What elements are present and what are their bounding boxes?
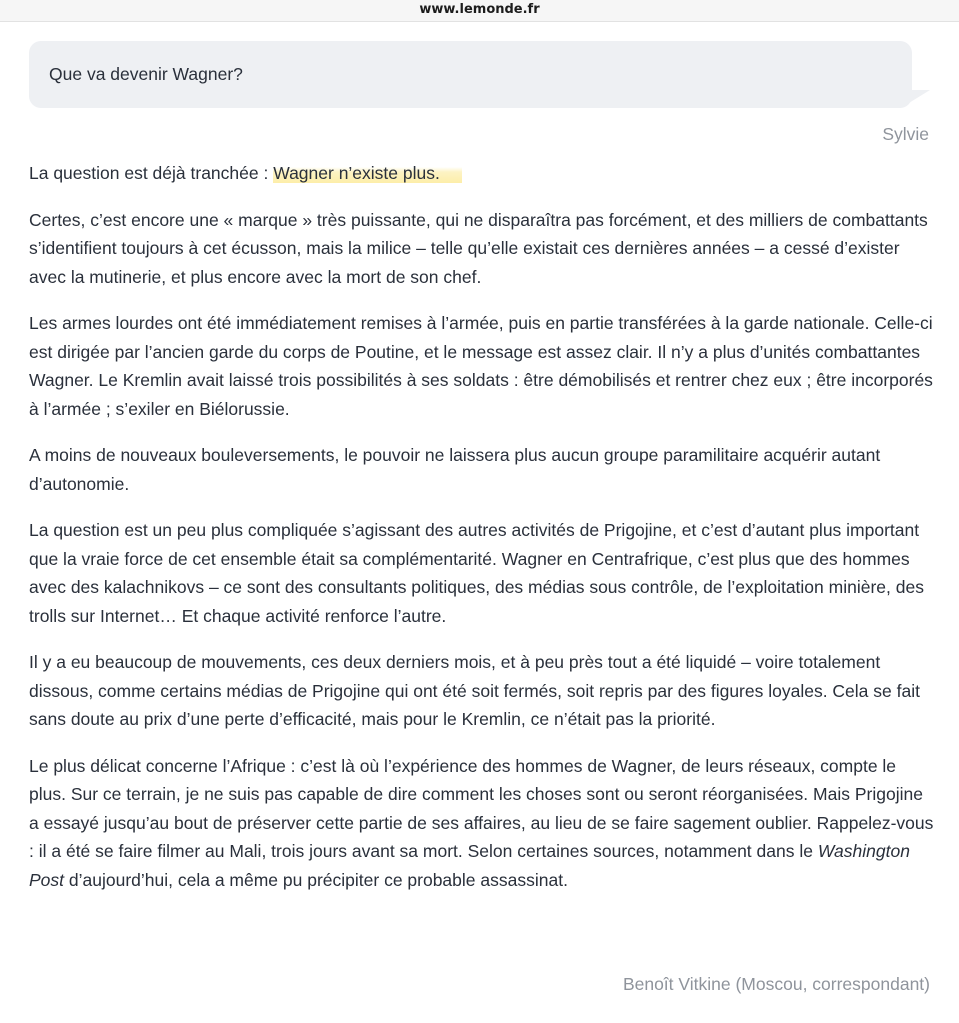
answer-paragraph-5: La question est un peu plus compliquée s’agissant des autres activités de Prigojine, et c’est d’autant plus important que la vraie force de cet ensemble était sa complémentarité. Wagner en Centrafrique, c’est plus que des hommes avec des kalachnikovs – ce sont des consultants politiques, des médias sous contrôle, de l’exploitation minière, des trolls sur Internet… Et chaque activité renforce l’autre. [29,520,924,626]
question-bubble-tail [904,90,930,106]
author-signature: Benoît Vitkine (Moscou, correspondant) [622,974,930,994]
answer-paragraph-6: Il y a eu beaucoup de mouvements, ces deux derniers mois, et à peu près tout a été liquidé – voire totalement dissous, comme certains médias de Prigojine qui ont été soit fermés, soit repris par des figures loyales. Cela se fait sans doute au prix d’une perte d’efficacité, mais pour le Kremlin, ce n’était pas la priorité. [29,652,920,729]
answer-body [29,159,934,912]
question-text: Que va devenir Wagner? [49,64,243,84]
browser-url-bar[interactable] [0,0,959,22]
answer-paragraph-1 [29,159,934,188]
answer-lead: La question est déjà tranchée : [29,163,274,183]
question-author: Sylvie [882,124,929,144]
url-text: www.lemonde.fr [419,2,540,17]
question-bubble [29,41,912,108]
answer-paragraph-2: Certes, c’est encore une « marque » très puissante, qui ne disparaîtra pas forcément, et des milliers de combattants s’identifient toujours à cet écusson, mais la milice – telle qu’elle existait ces dernières années – a cessé d’exister avec la mutinerie, et plus encore avec la mort de son chef. [29,209,928,287]
answer-p7-after: d’aujourd’hui, cela a même pu précipiter ce probable assassinat. [64,869,568,890]
newspaper-title: Washington Post [29,841,910,890]
highlighted-statement: Wagner n’existe plus. [273,163,462,183]
answer-paragraph-3: Les armes lourdes ont été immédiatement remises à l’armée, puis en partie transférées à la garde nationale. Celle-ci est dirigée par l’ancien garde du corps de Poutine, et le message est assez clair. Il n’y a plus d’unités combattantes Wagner. Le Kremlin avait laissé trois possibilités à ses soldats : être démobilisés et rentrer chez eux ; être incorporés à l’armée ; s’exiler en Biélorussie. [29,313,933,419]
answer-p7-before: Le plus délicat concerne l’Afrique : c’est là où l’expérience des hommes de Wagner, de leurs réseaux, compte le plus. Sur ce terrain, je ne suis pas capable de dire comment les choses sont ou seront réorganisées. Mais Prigojine a essayé jusqu’au bout de préserver cette partie de ses affaires, au lieu de se faire sagement oublier. Rappelez-vous : il a été se faire filmer au Mali, trois jours avant sa mort. Selon certaines sources, notamment dans le [29,755,934,861]
answer-paragraph-4: A moins de nouveaux bouleversements, le pouvoir ne laissera plus aucun groupe paramilitaire acquérir autant d’autonomie. [29,445,881,494]
answer-paragraph-7 [29,752,934,895]
